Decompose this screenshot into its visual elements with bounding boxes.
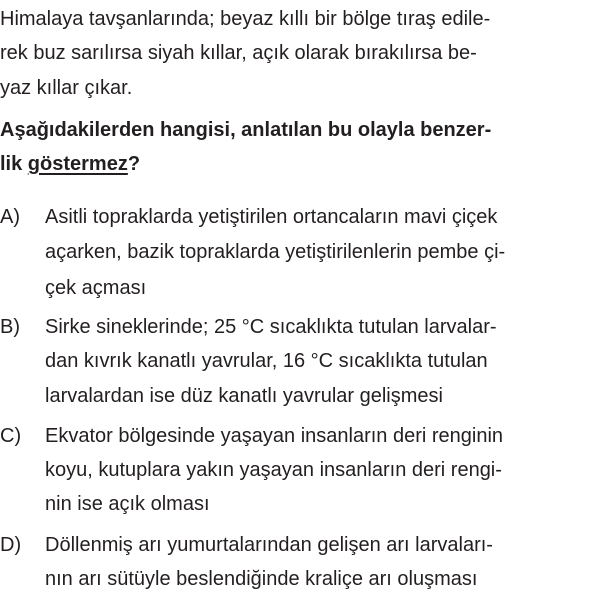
option-c-line-1[interactable]: Ekvator bölgesinde yaşayan insanların deri renginin — [45, 425, 504, 447]
option-a-line-1[interactable]: Asitli topraklarda yetiştirilen ortancaların mavi çiçek — [45, 206, 498, 228]
option-b-line-1[interactable]: Sirke sineklerinde; 25 °C sıcaklıkta tutulan larvalar- — [45, 316, 497, 338]
option-a-letter[interactable]: A) — [0, 206, 20, 228]
stem-line-1: Himalaya tavşanlarında; beyaz kıllı bir bölge tıraş edile- — [0, 8, 491, 30]
question-line-2 — [0, 152, 140, 176]
option-b-letter[interactable]: B) — [0, 316, 20, 338]
option-c-line-2[interactable]: koyu, kutuplara yakın yaşayan insanların deri rengi- — [45, 459, 502, 481]
option-a-line-3[interactable]: çek açması — [45, 277, 147, 299]
question-mark: ? — [127, 153, 141, 175]
question-line-1: Aşağıdakilerden hangisi, anlatılan bu olayla benzer- — [0, 119, 492, 141]
option-c-letter[interactable]: C) — [0, 425, 22, 447]
stem-line-3: yaz kıllar çıkar. — [0, 77, 133, 99]
stem-line-2: rek buz sarılırsa siyah kıllar, açık olarak bırakılırsa be- — [0, 42, 477, 64]
option-d-line-1[interactable]: Döllenmiş arı yumurtalarından gelişen arı larvaları- — [45, 534, 493, 556]
option-c-line-3[interactable]: nin ise açık olması — [45, 493, 210, 515]
option-b-line-3[interactable]: larvalardan ise düz kanatlı yavrular gelişmesi — [45, 385, 443, 407]
option-a-line-2[interactable]: açarken, bazik topraklarda yetiştirilenlerin pembe çi- — [45, 241, 506, 263]
question-underlined-word: göstermez — [27, 153, 128, 175]
option-d-letter[interactable]: D) — [0, 534, 22, 556]
option-d-line-2[interactable]: nın arı sütüyle beslendiğinde kraliçe arı oluşması — [45, 568, 478, 590]
question-prefix: lik — [0, 153, 28, 175]
option-b-line-2[interactable]: dan kıvrık kanatlı yavrular, 16 °C sıcaklıkta tutulan — [45, 350, 488, 372]
